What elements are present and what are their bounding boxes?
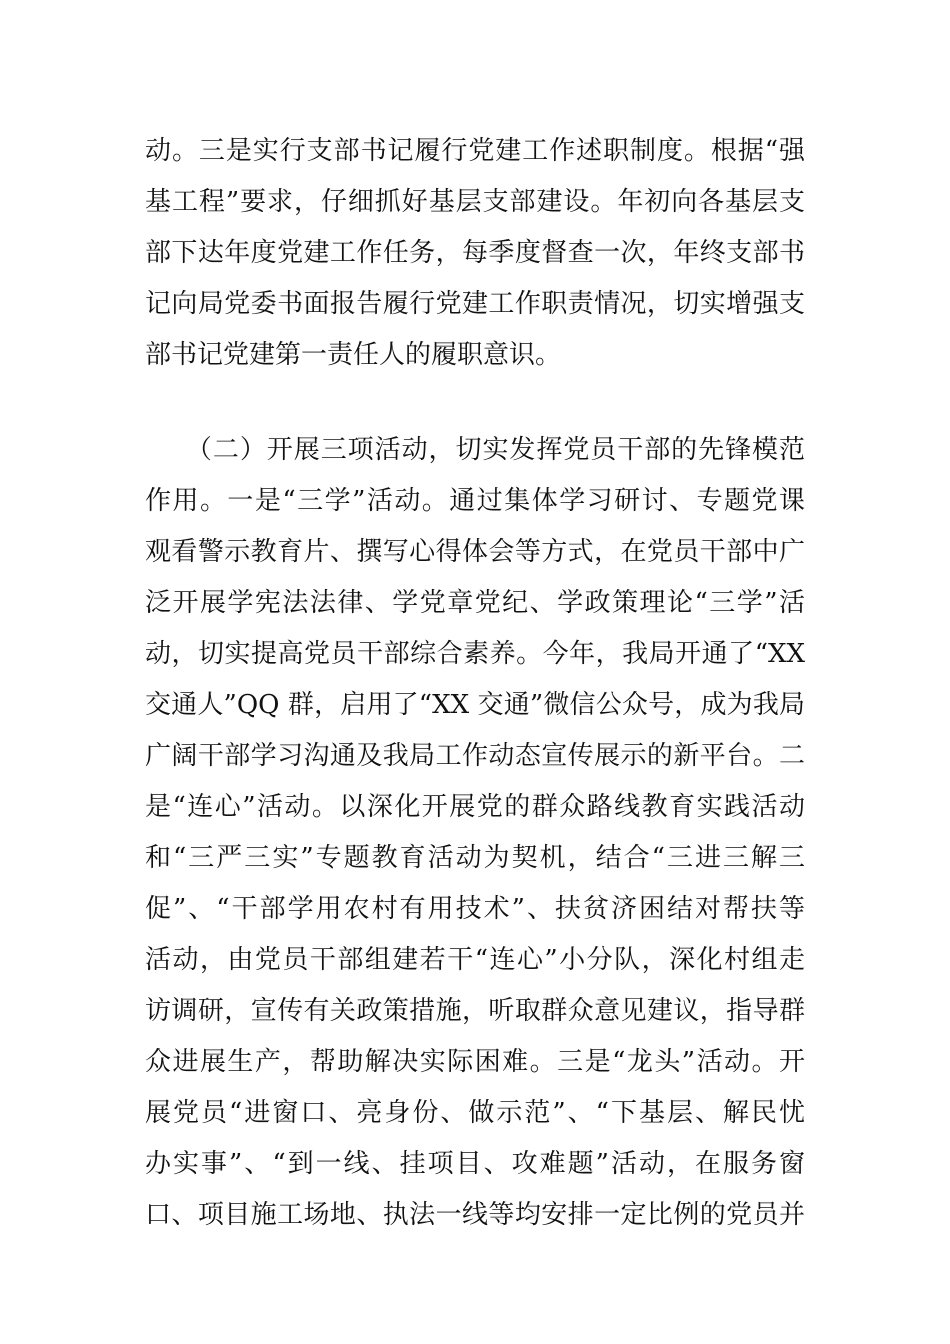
text-line: 部下达年度党建工作任务，每季度督查一次，年终支部书: [145, 238, 805, 268]
text-line: 和“三严三实”专题教育活动为契机，结合“三进三解三: [145, 843, 805, 873]
text-line: 口、项目施工场地、执法一线等均安排一定比例的党员并: [145, 1200, 805, 1230]
text-line: 交通人”QQ 群，启用了“XX 交通”微信公众号，成为我局: [145, 690, 805, 720]
text-line: （二）开展三项活动，切实发挥党员干部的先锋模范: [145, 435, 805, 465]
paragraph-1: [145, 126, 805, 381]
text-line: 泛开展学宪法法律、学党章党纪、学政策理论“三学”活: [145, 588, 805, 618]
text-line: 动。三是实行支部书记履行党建工作述职制度。根据“强: [145, 136, 805, 166]
text-line: 访调研，宣传有关政策措施，听取群众意见建议，指导群: [145, 996, 805, 1026]
text-line: 动，切实提高党员干部综合素养。今年，我局开通了“XX: [145, 639, 805, 669]
text-line: 众进展生产，帮助解决实际困难。三是“龙头”活动。开: [145, 1047, 805, 1077]
text-line: 基工程”要求，仔细抓好基层支部建设。年初向各基层支: [145, 187, 805, 217]
text-line: 观看警示教育片、撰写心得体会等方式，在党员干部中广: [145, 537, 805, 567]
text-line: 促”、“干部学用农村有用技术”、扶贫济困结对帮扶等: [145, 894, 805, 924]
text-line: 作用。一是“三学”活动。通过集体学习研讨、专题党课: [145, 486, 805, 516]
text-line: 活动，由党员干部组建若干“连心”小分队，深化村组走: [145, 945, 805, 975]
text-line: 展党员“进窗口、亮身份、做示范”、“下基层、解民忧: [145, 1098, 805, 1128]
text-line: 办实事”、“到一线、挂项目、攻难题”活动，在服务窗: [145, 1149, 805, 1179]
text-line: 记向局党委书面报告履行党建工作职责情况，切实增强支: [145, 289, 805, 319]
text-line: 是“连心”活动。以深化开展党的群众路线教育实践活动: [145, 792, 805, 822]
text-line: 广阔干部学习沟通及我局工作动态宣传展示的新平台。二: [145, 741, 805, 771]
paragraph-2: [145, 425, 805, 1241]
text-line: 部书记党建第一责任人的履职意识。: [145, 340, 562, 370]
